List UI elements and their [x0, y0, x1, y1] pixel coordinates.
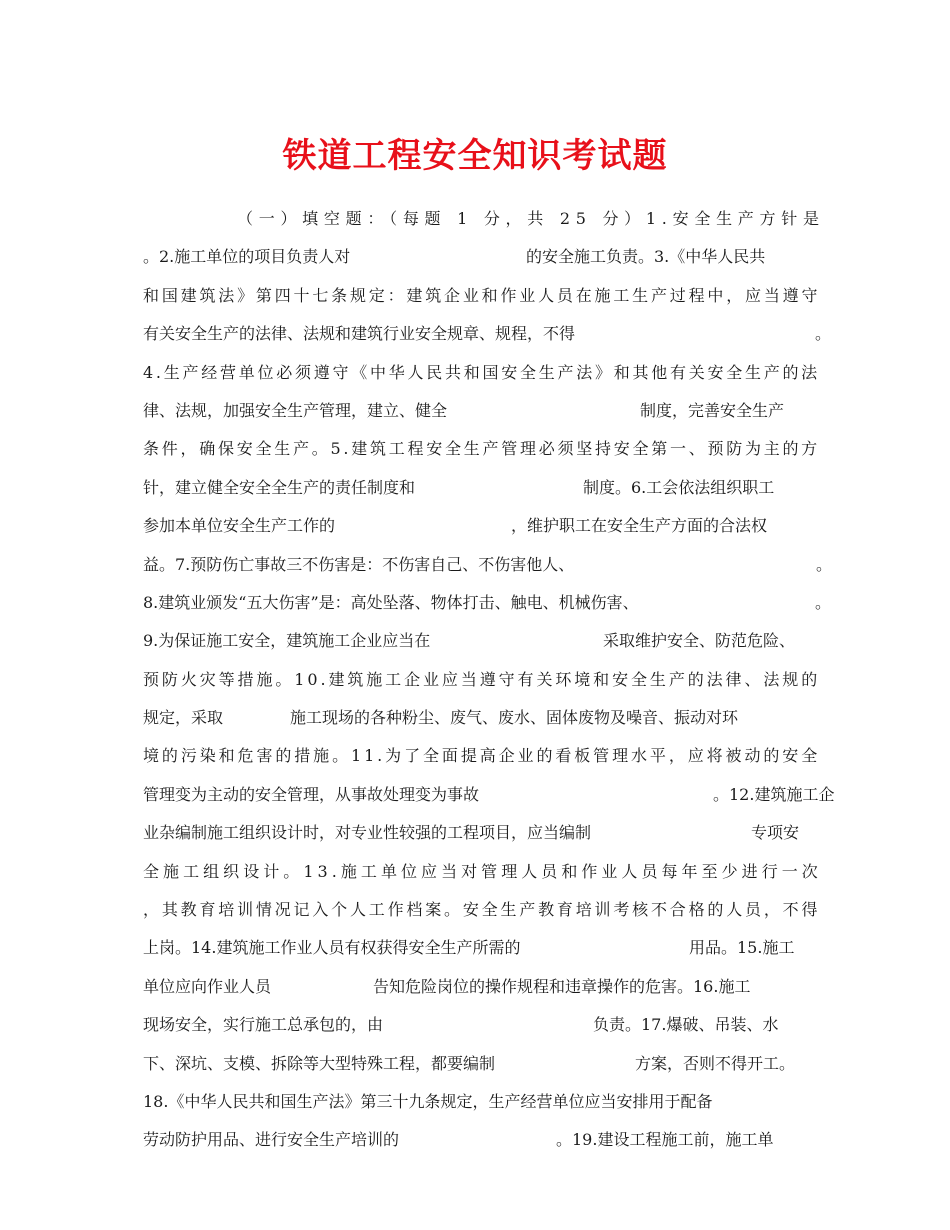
text-line [143, 315, 832, 353]
text-segment: ，其教育培训情况记入个人工作档案。安全生产教育培训考核不合格的人员，不得 [143, 900, 821, 920]
text-segment: 制度。6.工会依法组织职工 [583, 477, 775, 497]
text-line [143, 968, 828, 1006]
text-line [143, 584, 832, 622]
text-line [143, 430, 828, 468]
text-segment: 全施工组织设计。13.施工单位应当对管理人员和作业人员每年至少进行一次 [143, 861, 822, 881]
text-segment: 上岗。14.建筑施工作业人员有权获得安全生产所需的 [143, 938, 521, 958]
text-line [143, 699, 828, 737]
text-segment: 下、深坑、支模、拆除等大型特殊工程，都要编制 [143, 1053, 496, 1073]
text-segment: 制度，完善安全生产 [640, 400, 785, 420]
text-line [143, 929, 828, 967]
text-segment: 和国建筑法》第四十七条规定：建筑企业和作业人员在施工生产过程中，应当遵守 [143, 285, 821, 305]
text-segment: 18.《中华人民共和国生产法》第三十九条规定，生产经营单位应当安排用于配备 [143, 1091, 713, 1111]
text-segment: 施工现场的各种粉尘、废气、废水、固体废物及噪音、振动对环 [290, 708, 739, 728]
text-line [143, 737, 828, 775]
text-line [143, 1121, 828, 1159]
text-segment: 现场安全，实行施工总承包的，由 [143, 1015, 384, 1035]
text-line [143, 469, 828, 507]
text-segment: 专项安 [751, 823, 800, 843]
text-line [143, 853, 828, 891]
text-segment: 业杂编制施工组织设计时，对专业性较强的工程项目，应当编制 [143, 823, 592, 843]
text-line [143, 546, 833, 584]
text-segment: 参加本单位安全生产工作的 [143, 516, 336, 536]
text-segment: 管理变为主动的安全管理，从事故处理变为事故 [143, 784, 480, 804]
text-segment: 境的污染和危害的措施。11.为了全面提高企业的看板管理水平，应将被动的安全 [143, 746, 821, 766]
text-segment: 有关安全生产的法律、法规和建筑行业安全规章、规程，不得 [143, 324, 576, 344]
text-segment: 规定，采取 [143, 708, 224, 728]
text-line [143, 814, 828, 852]
text-segment: 采取维护安全、防范危险、 [603, 631, 796, 651]
text-line [143, 1045, 828, 1083]
text-segment: 8.建筑业颁发“五大伤害”是：高处坠落、物体打击、触电、机械伤害、 [143, 592, 639, 612]
text-segment: （一）填空题：（每题 1 分，共 25 分）1.安全生产方针是 [237, 209, 825, 228]
text-segment: 劳动防护用品、进行安全生产培训的 [143, 1130, 400, 1150]
document-title: 铁道工程安全知识考试题 [282, 136, 668, 176]
text-segment: 。19.建设工程施工前，施工单 [556, 1130, 774, 1150]
text-segment: 的安全施工负责。3.《中华人民共 [526, 247, 766, 267]
text-line [143, 200, 828, 238]
text-segment: 。2.施工单位的项目负责人对 [143, 247, 351, 267]
text-line [143, 776, 835, 814]
text-line [143, 238, 828, 276]
text-segment: 方案，否则不得开工。 [635, 1053, 796, 1073]
text-segment: 。12.建筑施工企 [713, 784, 835, 804]
text-line [143, 661, 828, 699]
text-segment: 益。7.预防伤亡事故三不伤害是：不伤害自己、不伤害他人、 [143, 554, 575, 574]
text-segment: 4.生产经营单位必须遵守《中华人民共和国安全生产法》和其他有关安全生产的法 [143, 362, 820, 382]
text-segment: 律、法规，加强安全生产管理，建立、健全 [143, 400, 448, 420]
text-segment: 用品。15.施工 [689, 938, 795, 958]
text-segment: 预防火灾等措施。10.建筑施工企业应当遵守有关环境和安全生产的法律、法规的 [143, 669, 821, 689]
text-segment: 告知危险岗位的操作规程和违章操作的危害。16.施工 [373, 976, 751, 996]
text-segment: 条件，确保安全生产。5.建筑工程安全生产管理必须坚持安全第一、预防为主的方 [143, 439, 820, 459]
text-segment: 。 [816, 554, 833, 574]
text-line [143, 392, 828, 430]
text-line [143, 1083, 828, 1121]
text-segment: 9.为保证施工安全，建筑施工企业应当在 [143, 631, 431, 651]
text-segment: 。 [815, 592, 832, 612]
text-line [143, 507, 828, 545]
text-line [143, 277, 828, 315]
text-segment: 单位应向作业人员 [143, 976, 272, 996]
text-segment: 针，建立健全安全全生产的责任制度和 [143, 477, 416, 497]
question-text-body [143, 200, 835, 1160]
text-segment: 。 [815, 324, 832, 344]
text-line [143, 1006, 828, 1044]
text-line [143, 354, 828, 392]
text-segment: ，维护职工在安全生产方面的合法权 [511, 516, 768, 536]
text-line [143, 622, 828, 660]
text-segment: 负责。17.爆破、吊装、水 [593, 1015, 779, 1035]
text-line [143, 891, 828, 929]
